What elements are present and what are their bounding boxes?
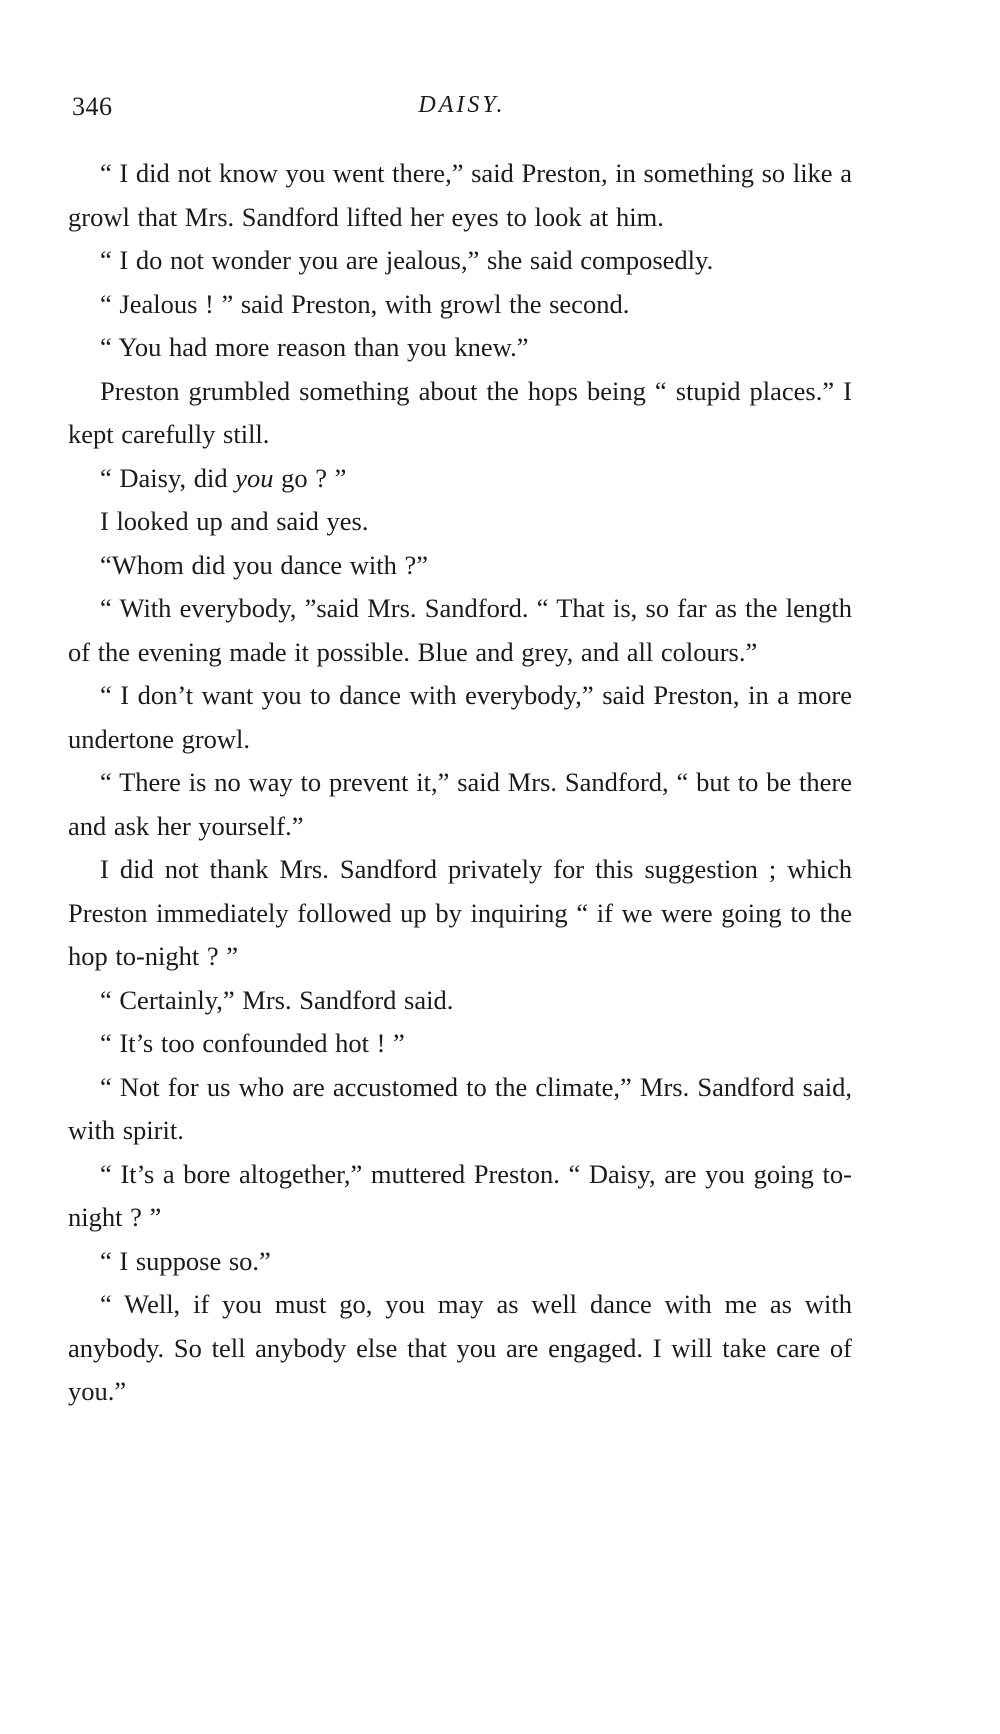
paragraph: “ I did not know you went there,” said Preston, in something so like a growl that Mrs. Sandford lifted her eyes to look at him. bbox=[68, 158, 852, 232]
paragraph: “ I suppose so.” bbox=[100, 1245, 271, 1276]
paragraph: “ It’s a bore altogether,” muttered Preston. “ Daisy, are you going to-night ? ” bbox=[68, 1158, 852, 1232]
paragraph: “ There is no way to prevent it,” said Mrs. Sandford, “ but to be there and ask her yourself.” bbox=[68, 767, 852, 841]
paragraph-text: “ Daisy, did bbox=[100, 462, 236, 493]
paragraph: “ Well, if you must go, you may as well dance with me as with anybody. So tell anybody else that you are engaged. I will take care of you.” bbox=[68, 1289, 852, 1406]
paragraph: I did not thank Mrs. Sandford privately for this suggestion ; which Preston immediately followed up by inquiring “ if we were going to the hop to-night ? ” bbox=[68, 854, 852, 971]
paragraph: “ It’s too confounded hot ! ” bbox=[100, 1028, 405, 1058]
paragraph: “ With everybody, ”said Mrs. Sandford. “ That is, so far as the length of the evening made it possible. Blue and grey, and all colours.” bbox=[68, 593, 852, 667]
text-body bbox=[68, 152, 852, 1414]
paragraph: “ I do not wonder you are jealous,” she said composedly. bbox=[100, 245, 714, 275]
paragraph: “ You had more reason than you knew.” bbox=[100, 332, 529, 362]
paragraph: “ I don’t want you to dance with everybody,” said Preston, in a more undertone growl. bbox=[68, 680, 852, 754]
paragraph bbox=[68, 457, 852, 501]
paragraph: Preston grumbled something about the hops being “ stupid places.” I kept carefully still. bbox=[68, 375, 852, 449]
running-title: DAISY. bbox=[418, 92, 506, 118]
paragraph: “ Jealous ! ” said Preston, with growl the second. bbox=[100, 288, 630, 319]
emphasis-text: you bbox=[235, 462, 274, 493]
paragraph: “ Certainly,” Mrs. Sandford said. bbox=[100, 984, 454, 1015]
paragraph: I looked up and said yes. bbox=[100, 506, 369, 536]
running-head bbox=[72, 92, 852, 132]
paragraph: “Whom did you dance with ?” bbox=[100, 549, 429, 580]
paragraph-text: go ? ” bbox=[273, 462, 347, 493]
page-number: 346 bbox=[72, 92, 113, 121]
paragraph: “ Not for us who are accustomed to the climate,” Mrs. Sandford said, with spirit. bbox=[68, 1071, 852, 1145]
